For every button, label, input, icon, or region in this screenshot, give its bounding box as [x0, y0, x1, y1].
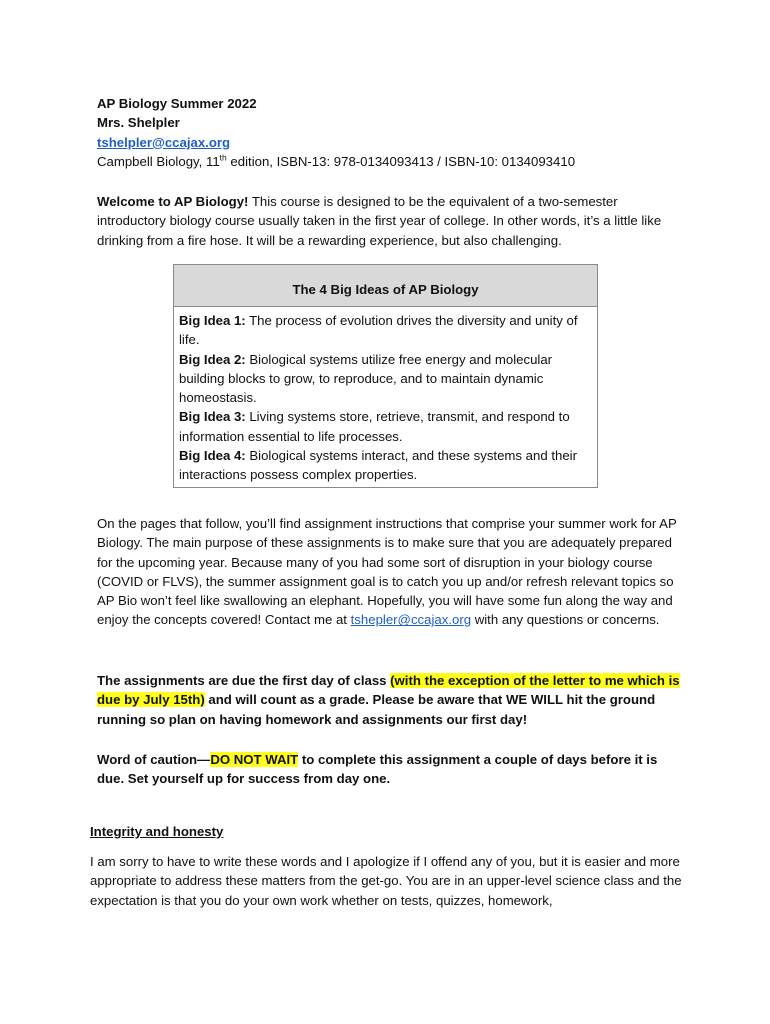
big-ideas-table: [173, 264, 598, 488]
big-idea-item: [179, 311, 591, 350]
teacher-name: Mrs. Shelpler: [97, 115, 180, 131]
integrity-heading: Integrity and honesty: [90, 824, 224, 839]
textbook-isbn: edition, ISBN-13: 978-0134093413 / ISBN-10: 0134093410: [226, 153, 576, 169]
intro-paragraph: [97, 514, 687, 630]
big-idea-text: Biological systems interact, and these systems and their interactions possess complex properties.: [179, 448, 577, 483]
big-idea-item: [179, 407, 591, 446]
big-idea-label: Big Idea 3:: [179, 409, 246, 425]
intro-tail: with any questions or concerns.: [471, 612, 660, 628]
big-ideas-list: [174, 307, 597, 487]
teacher-email-link[interactable]: tshelpler@ccajax.org: [97, 134, 231, 150]
big-idea-text: Living systems store, retrieve, transmit, and respond to information essential to life processes.: [179, 409, 570, 444]
big-idea-label: Big Idea 2:: [179, 351, 246, 367]
big-idea-text: The process of evolution drives the diversity and unity of life.: [179, 313, 578, 348]
caution-paragraph: [97, 750, 687, 789]
caution-text-tail: to complete this assignment a couple of days before it is due. Set yourself up for success from day one.: [97, 752, 658, 787]
due-text: The assignments are due the first day of class: [97, 673, 391, 688]
welcome-heading: Welcome to AP Biology!: [97, 194, 249, 209]
textbook-title: Campbell Biology, 11: [97, 153, 220, 169]
big-idea-text: Biological systems utilize free energy and molecular building blocks to grow, to reproduce, and to maintain dynamic homeostasis.: [179, 351, 553, 406]
big-idea-label: Big Idea 4:: [179, 448, 246, 464]
contact-email-link[interactable]: tshepler@ccajax.org: [350, 612, 472, 628]
textbook-edition-sup: th: [219, 152, 227, 163]
due-paragraph: [97, 671, 687, 729]
welcome-text: This course is designed to be the equivalent of a two-semester introductory biology course usually taken in the first year of college. In other words, it’s a little like drinking from a fire hose. It will be a rewarding experience, but also challenging.: [97, 194, 662, 248]
integrity-paragraph: I am sorry to have to write these words and I apologize if I offend any of you, but it is easier and more appropriate to address these matters from the get-go. You are in an upper-level science class and the expectation is that you do your own work whether on tests, quizzes, homework,: [90, 854, 682, 908]
big-idea-item: [179, 446, 591, 485]
caution-text: Word of caution—: [97, 752, 211, 767]
header-block: [97, 94, 687, 171]
caution-highlight: DO NOT WAIT: [210, 752, 299, 767]
big-ideas-title: The 4 Big Ideas of AP Biology: [174, 265, 597, 307]
welcome-paragraph: [97, 192, 687, 250]
intro-text: On the pages that follow, you’ll find assignment instructions that comprise your summer work for AP Biology. The main purpose of these assignments is to make sure that you are adequately prepared for the upcoming year. Because many of you had some sort of disruption in your biology course (COVID or FLVS), the summer assignment goal is to catch you up and/or refresh relevant topics so AP Bio won’t feel like swallowing an elephant. Hopefully, you will have some fun along the way and enjoy the concepts covered! Contact me at: [97, 516, 677, 628]
due-highlight: (with the exception of the letter to me which is due by July 15th): [97, 673, 680, 708]
big-idea-label: Big Idea 1:: [179, 313, 246, 328]
big-idea-item: [179, 350, 591, 408]
due-text-tail: and will count as a grade. Please be aware that WE WILL hit the ground running so plan on having homework and assignments our first day!: [97, 692, 656, 727]
course-title: AP Biology Summer 2022: [97, 96, 257, 111]
textbook-line: [97, 152, 687, 171]
